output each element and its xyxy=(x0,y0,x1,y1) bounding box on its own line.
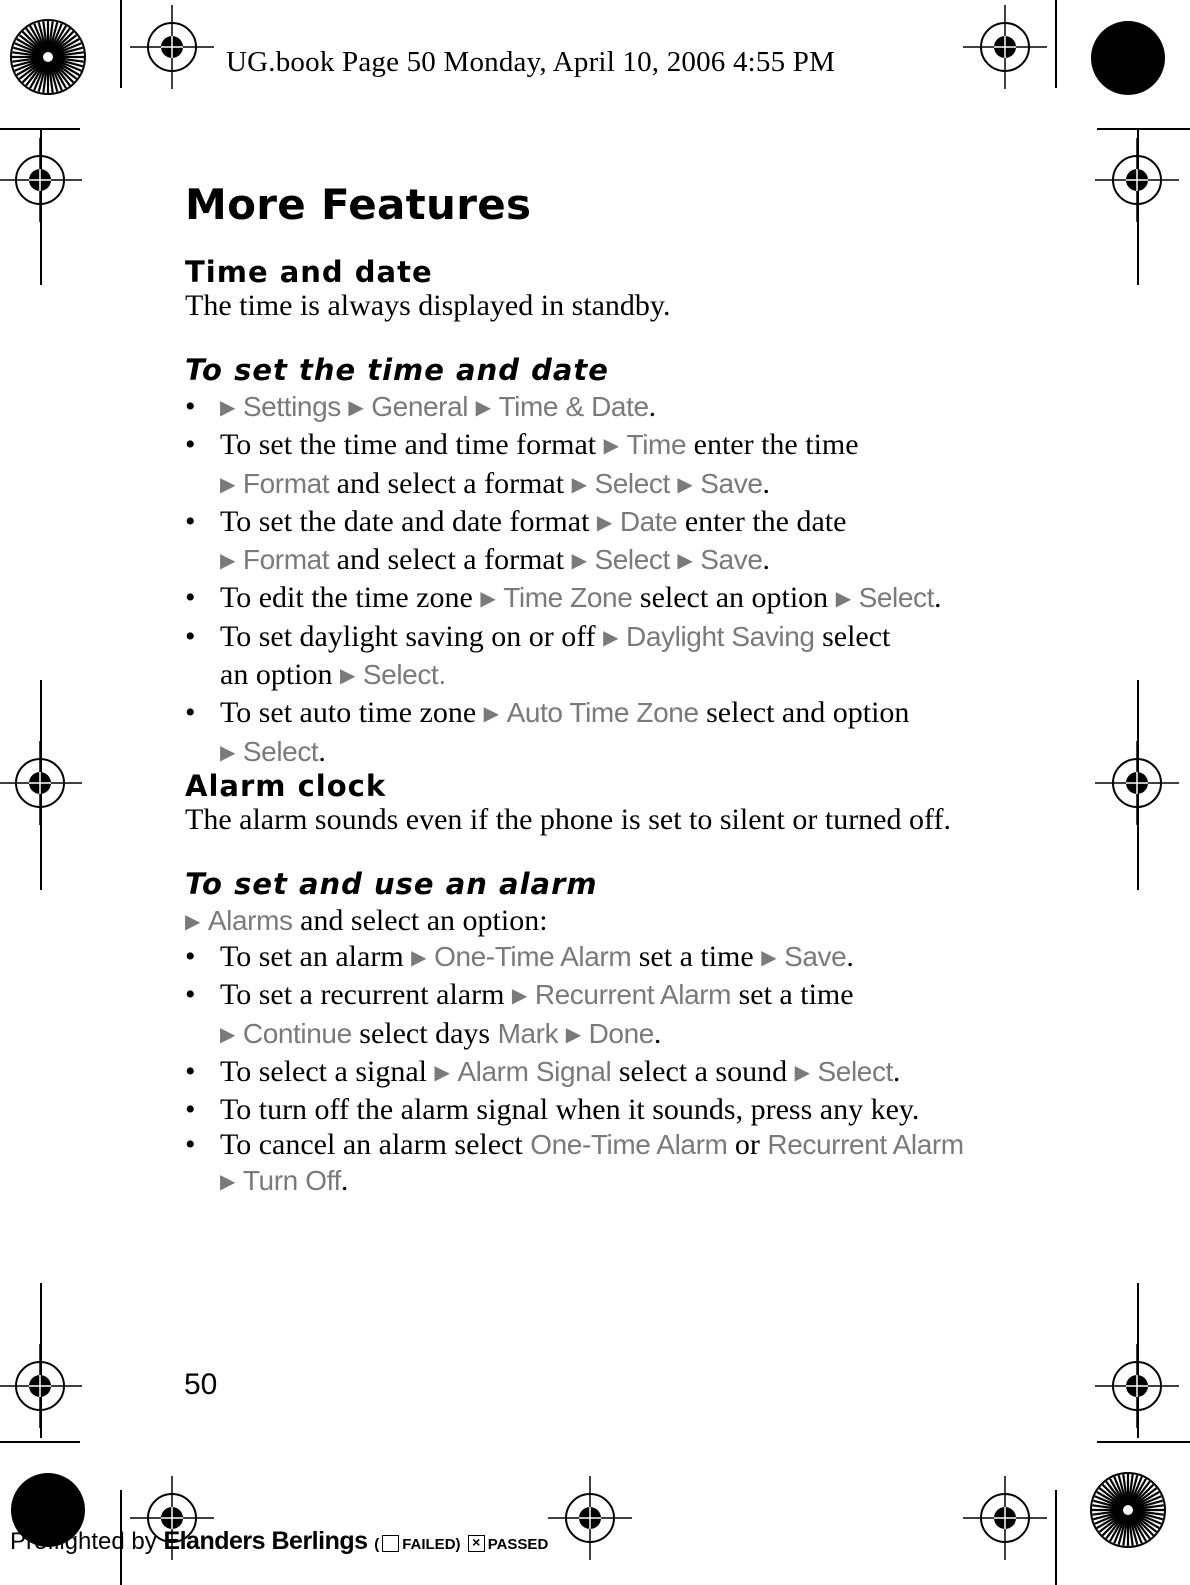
arrow-icon: ▶ xyxy=(596,509,613,534)
menu-item: Mark xyxy=(497,1017,559,1049)
menu-item: Continue xyxy=(242,1017,352,1049)
punctuation: . xyxy=(846,940,854,973)
menu-item: Time xyxy=(626,429,687,461)
step-text: enter the date xyxy=(677,504,847,538)
menu-item: Recurrent Alarm xyxy=(767,1129,964,1161)
step-text: and select a format xyxy=(329,543,572,577)
punctuation: . xyxy=(648,390,657,423)
step-text: To select a signal xyxy=(220,1054,435,1088)
alarm-lead xyxy=(185,903,548,941)
section-heading-alarm: Alarm clock xyxy=(185,769,387,803)
menu-item: Save xyxy=(700,544,763,576)
arrow-icon: ▶ xyxy=(220,395,236,419)
bullet-icon: • xyxy=(185,696,196,730)
list-item xyxy=(185,504,942,581)
page-title: More Features xyxy=(185,180,532,229)
section-heading-time-date: Time and date xyxy=(185,255,433,289)
punctuation: . xyxy=(340,1163,349,1197)
step-text: select xyxy=(814,619,891,653)
arrow-icon: ▶ xyxy=(411,945,427,969)
arrow-icon: ▶ xyxy=(571,548,587,573)
arrow-icon: ▶ xyxy=(220,471,236,496)
menu-item: Select xyxy=(362,659,439,691)
step-text: To turn off the alarm signal when it sounds, press any key. xyxy=(220,1093,920,1127)
menu-item: Daylight Saving xyxy=(626,620,815,652)
menu-item: Save xyxy=(784,941,847,972)
bullet-icon: • xyxy=(185,428,196,462)
list-item xyxy=(185,695,942,772)
menu-item: Format xyxy=(242,467,330,499)
list-item xyxy=(185,427,942,504)
step-text: To edit the time zone xyxy=(220,581,481,615)
step-text: To set auto time zone xyxy=(220,696,484,730)
punctuation: . xyxy=(653,1016,662,1050)
list-item xyxy=(185,1092,964,1127)
bullet-icon: • xyxy=(185,1054,196,1088)
bullet-icon: • xyxy=(185,619,196,653)
step-text: set a time xyxy=(731,978,854,1012)
list-item xyxy=(185,389,942,427)
arrow-icon: ▶ xyxy=(475,395,491,419)
menu-item: Auto Time Zone xyxy=(506,697,699,729)
step-text: select a sound xyxy=(611,1054,795,1088)
menu-item: Select xyxy=(858,582,934,614)
alarm-steps xyxy=(185,939,964,1201)
failed-label: FAILED xyxy=(402,1536,456,1553)
step-text: To set daylight saving on or off xyxy=(220,619,604,653)
bullet-icon: • xyxy=(185,978,196,1012)
print-slug: UG.book Page 50 Monday, April 10, 2006 4:55 PM xyxy=(226,46,836,78)
menu-item: Done xyxy=(588,1017,654,1049)
menu-item: Select xyxy=(242,735,319,767)
bullet-icon: • xyxy=(185,504,196,538)
step-text: an option xyxy=(220,658,340,692)
step-text: set a time xyxy=(631,940,762,973)
status-area: ( FAILED) × PASSED xyxy=(374,1533,549,1553)
page-number: 50 xyxy=(184,1368,218,1401)
arrow-icon: ▶ xyxy=(565,1021,582,1046)
punctuation: . xyxy=(892,1054,901,1088)
menu-item: Recurrent Alarm xyxy=(534,979,732,1011)
step-text: To set a recurrent alarm xyxy=(220,978,512,1012)
bullet-icon: • xyxy=(185,940,196,973)
arrow-icon: ▶ xyxy=(483,701,500,726)
time-date-steps xyxy=(185,389,942,772)
step-text: select and option xyxy=(698,696,910,730)
list-item xyxy=(185,1054,964,1092)
bullet-icon: • xyxy=(185,390,196,423)
step-text: enter the time xyxy=(686,428,859,462)
arrow-icon: ▶ xyxy=(220,548,236,573)
bullet-icon: • xyxy=(185,581,196,615)
preflight-stamp xyxy=(10,1527,548,1556)
menu-item: Alarms xyxy=(207,905,293,936)
arrow-icon: ▶ xyxy=(340,663,356,688)
preflight-label: Preflighted by xyxy=(10,1528,157,1555)
list-item xyxy=(185,580,942,618)
subheading-set-alarm: To set and use an alarm xyxy=(185,867,598,901)
arrow-icon: ▶ xyxy=(220,739,236,764)
step-text: select an option xyxy=(632,581,836,615)
checkbox-checked-icon: × xyxy=(468,1535,485,1552)
arrow-icon: ▶ xyxy=(603,624,619,649)
list-item xyxy=(185,939,964,977)
punctuation: . xyxy=(438,659,446,691)
punctuation: . xyxy=(934,581,942,615)
arrow-icon: ▶ xyxy=(185,909,201,933)
bullet-icon: • xyxy=(185,1093,196,1127)
menu-item: Alarm Signal xyxy=(457,1055,612,1087)
menu-item: Select xyxy=(817,1055,893,1087)
arrow-icon: ▶ xyxy=(794,1059,810,1084)
step-text: or xyxy=(727,1128,768,1162)
menu-item: Format xyxy=(242,544,330,576)
arrow-icon: ▶ xyxy=(571,471,587,496)
punctuation: . xyxy=(762,543,770,577)
step-text: To set an alarm xyxy=(220,940,412,973)
bullet-icon: • xyxy=(185,1128,196,1162)
step-text: To cancel an alarm select xyxy=(220,1128,531,1162)
brand-logo: Elanders Berlings xyxy=(163,1527,368,1555)
menu-item: One-Time Alarm xyxy=(530,1129,728,1161)
step-text: select days xyxy=(351,1016,498,1050)
punctuation: . xyxy=(762,466,770,500)
arrow-icon: ▶ xyxy=(220,1021,236,1046)
subheading-set-time-date: To set the time and date xyxy=(185,353,609,387)
menu-item: Date xyxy=(619,505,678,537)
menu-item: Turn Off xyxy=(242,1164,341,1196)
menu-item: Select xyxy=(594,467,670,499)
step-text: To set the time and time format xyxy=(220,428,604,462)
checkbox-empty-icon xyxy=(382,1535,399,1552)
arrow-icon: ▶ xyxy=(220,1168,236,1193)
arrow-icon: ▶ xyxy=(480,586,496,611)
menu-item: Select xyxy=(594,544,670,576)
arrow-icon: ▶ xyxy=(434,1059,450,1084)
arrow-icon: ▶ xyxy=(511,983,528,1008)
menu-item: Save xyxy=(700,467,763,499)
list-item xyxy=(185,977,964,1054)
arrow-icon: ▶ xyxy=(677,471,693,496)
menu-item: General xyxy=(371,391,469,422)
arrow-icon: ▶ xyxy=(761,945,777,969)
menu-item: Time & Date xyxy=(498,391,649,422)
menu-item: One-Time Alarm xyxy=(434,941,632,972)
arrow-icon: ▶ xyxy=(603,433,620,458)
list-item xyxy=(185,1127,964,1201)
arrow-icon: ▶ xyxy=(677,548,693,573)
step-text: and select an option: xyxy=(292,904,548,937)
step-text: To set the date and date format xyxy=(220,504,597,538)
step-text: and select a format xyxy=(329,466,572,500)
list-item xyxy=(185,619,942,696)
passed-label: PASSED xyxy=(487,1536,549,1553)
arrow-icon: ▶ xyxy=(348,395,364,419)
menu-item: Settings xyxy=(242,391,341,422)
section-intro-time-date: The time is always displayed in standby. xyxy=(185,289,671,322)
punctuation: . xyxy=(318,734,326,768)
menu-item: Time Zone xyxy=(503,582,633,614)
arrow-icon: ▶ xyxy=(835,586,852,611)
section-intro-alarm: The alarm sounds even if the phone is set to silent or turned off. xyxy=(185,803,951,836)
